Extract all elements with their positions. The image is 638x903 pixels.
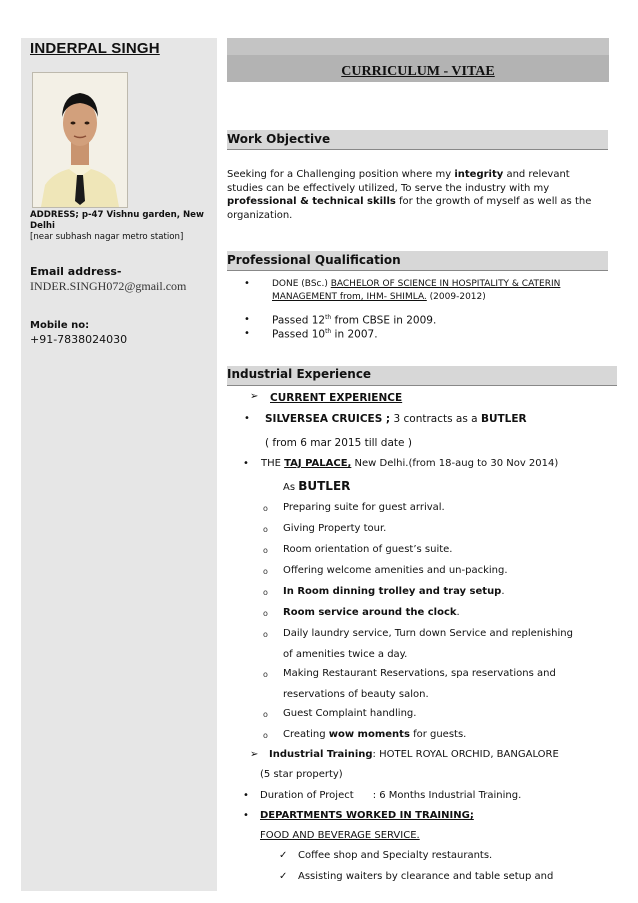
work-objective-text: Seeking for a Challenging position where my integrity and relevant studies can be effectively utilized, To serve the industry with my professional & technical skills for the growth of myself as well as the organization.: [227, 169, 592, 221]
mobile-heading: Mobile no:: [30, 320, 90, 331]
arrow-bullet-icon: ➢: [250, 749, 259, 760]
bullet-icon: •: [244, 328, 250, 339]
qualification-degree-line2: MANAGEMENT from, IHM- SHIMLA. (2009-2012): [272, 292, 486, 302]
qualification-degree: DONE (BSc.) BACHELOR OF SCIENCE IN HOSPITALITY & CATERIN: [272, 279, 561, 289]
duty-item: Giving Property tour.: [283, 523, 387, 534]
qualification-12th: Passed 12th from CBSE in 2009.: [272, 314, 437, 327]
duty-item: Making Restaurant Reservations, spa reservations and: [283, 668, 556, 679]
qualification-heading: Professional Qualification: [227, 253, 401, 267]
profile-photo: [32, 72, 128, 208]
page-title: CURRICULUM - VITAE: [341, 64, 495, 79]
circle-bullet-icon: o: [263, 710, 268, 719]
circle-bullet-icon: o: [263, 567, 268, 576]
mobile-value: +91-7838024030: [30, 333, 128, 346]
circle-bullet-icon: o: [263, 670, 268, 679]
circle-bullet-icon: o: [263, 630, 268, 639]
duty-item: reservations of beauty salon.: [283, 689, 429, 700]
person-portrait-icon: [33, 73, 127, 207]
bullet-icon: •: [243, 790, 249, 801]
training-duration: Duration of Project : 6 Months Industrial Training.: [260, 790, 522, 801]
circle-bullet-icon: o: [263, 546, 268, 555]
bullet-icon: •: [244, 278, 250, 289]
bullet-icon: •: [244, 314, 250, 325]
email-heading: Email address-: [30, 265, 122, 278]
check-icon: ✓: [279, 871, 288, 882]
check-icon: ✓: [279, 850, 288, 861]
current-experience: CURRENT EXPERIENCE: [270, 392, 403, 404]
bullet-icon: •: [244, 413, 250, 424]
address-note: [near subhash nagar metro station]: [30, 232, 184, 242]
work-objective-heading: Work Objective: [227, 132, 331, 146]
email-value[interactable]: INDER.SINGH072@gmail.com: [30, 279, 187, 293]
title-bar-top-band: [227, 38, 609, 55]
circle-bullet-icon: o: [263, 504, 268, 513]
circle-bullet-icon: o: [263, 588, 268, 597]
check-item: Assisting waiters by clearance and table setup and: [298, 871, 554, 882]
bullet-icon: •: [243, 810, 249, 821]
taj-line: THE TAJ PALACE, New Delhi.(from 18-aug to 30 Nov 2014): [261, 458, 559, 469]
check-item: Coffee shop and Specialty restaurants.: [298, 850, 493, 861]
duty-item: Room service around the clock.: [283, 607, 460, 618]
duty-item: Preparing suite for guest arrival.: [283, 502, 445, 513]
circle-bullet-icon: o: [263, 609, 268, 618]
experience-heading: Industrial Experience: [227, 367, 372, 381]
candidate-name: INDERPAL SINGH: [30, 40, 160, 57]
arrow-bullet-icon: ➢: [250, 391, 259, 402]
taj-role: As BUTLER: [283, 479, 351, 493]
duty-item: Offering welcome amenities and un-packing.: [283, 565, 508, 576]
duty-item: Guest Complaint handling.: [283, 708, 417, 719]
duty-item: Daily laundry service, Turn down Service and replenishing: [283, 628, 573, 639]
fnb-heading: FOOD AND BEVERAGE SERVICE.: [260, 830, 420, 841]
duty-item: of amenities twice a day.: [283, 649, 408, 660]
departments-heading: DEPARTMENTS WORKED IN TRAINING;: [260, 810, 474, 821]
duty-item: In Room dinning trolley and tray setup.: [283, 586, 505, 597]
duty-item: Creating wow moments for guests.: [283, 729, 467, 740]
duty-item: Room orientation of guest’s suite.: [283, 544, 453, 555]
circle-bullet-icon: o: [263, 731, 268, 740]
silversea-dates: ( from 6 mar 2015 till date ): [265, 437, 412, 449]
qualification-10th: Passed 10th in 2007.: [272, 328, 378, 341]
circle-bullet-icon: o: [263, 525, 268, 534]
training-line: Industrial Training: HOTEL ROYAL ORCHID, BANGALORE: [269, 749, 559, 760]
silversea-line: SILVERSEA CRUICES ; 3 contracts as a BUTLER: [265, 413, 527, 425]
training-star: (5 star property): [260, 769, 343, 780]
address-text: ADDRESS; p-47 Vishnu garden, New Delhi: [30, 210, 204, 231]
bullet-icon: •: [243, 458, 249, 469]
